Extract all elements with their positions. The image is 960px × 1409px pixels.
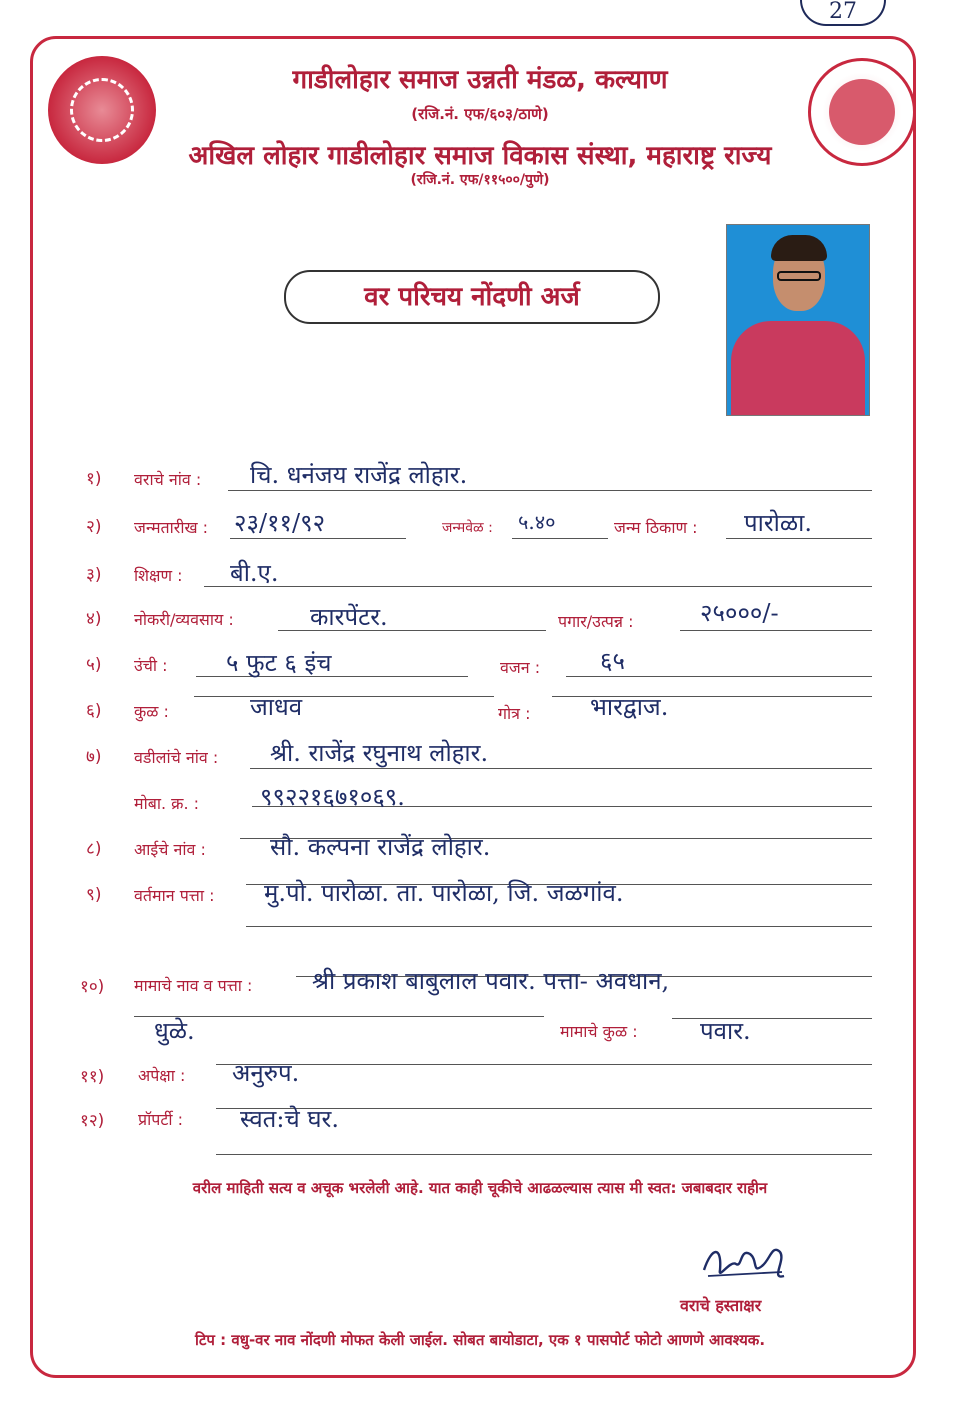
maternal-uncle-address-cont: धुळे. [154, 1017, 195, 1045]
birth-time-label: जन्मवेळ : [442, 520, 493, 536]
organization-name-1: गाडीलोहार समाज उन्नती मंडळ, कल्याण [292, 65, 668, 95]
height-label: उंची : [134, 656, 168, 675]
fill-line [216, 1154, 872, 1155]
fill-line [204, 586, 872, 587]
organization-name-2: अखिल लोहार गाडीलोहार समाज विकास संस्था, महाराष्ट्र राज्य [188, 141, 772, 171]
field-number: २) [86, 517, 102, 537]
address-value: मु.पो. पारोळा. ता. पारोळा, जि. जळगांव. [264, 879, 624, 907]
field-number: ४) [86, 609, 102, 629]
birth-place-value: पारोळा. [744, 509, 812, 537]
mobile-label: मोबा. क्र. : [134, 794, 200, 813]
occupation-value: कारपेंटर. [310, 603, 388, 631]
signature-label: वराचे हस्ताक्षर [680, 1296, 762, 1315]
clan-value: जाधव [250, 693, 303, 721]
fill-line [194, 696, 494, 697]
education-label: शिक्षण : [134, 566, 183, 585]
mobile-value: ९९२२१६७१०६९. [260, 783, 405, 811]
groom-name-label: वराचे नांव : [134, 470, 202, 489]
gotra-label: गोत्र : [498, 704, 531, 723]
expectation-value: अनुरुप. [232, 1059, 300, 1087]
passport-photo [726, 224, 870, 416]
maternal-clan-label: मामाचे कुळ : [560, 1022, 638, 1041]
property-label: प्रॉपर्टी : [138, 1110, 184, 1129]
groom-signature [700, 1240, 790, 1291]
income-value: २५०००/- [700, 599, 779, 627]
field-number: ८) [86, 839, 102, 859]
father-name-label: वडीलांचे नांव : [134, 748, 219, 767]
mother-name-label: आईचे नांव : [134, 840, 206, 859]
birth-time-value: ५.४० [518, 510, 556, 534]
field-number: ११) [80, 1067, 105, 1087]
maternal-uncle-label: मामाचे नाव व पत्ता : [134, 976, 253, 995]
father-name-value: श्री. राजेंद्र रघुनाथ लोहार. [270, 739, 489, 767]
form-title: वर परिचय नोंदणी अर्ज [284, 270, 660, 324]
property-value: स्वत:चे घर. [240, 1105, 339, 1133]
occupation-label: नोकरी/व्यवसाय : [134, 610, 234, 629]
declaration-text: वरील माहिती सत्य व अचूक भरलेली आहे. यात काही चूकीचे आढळल्यास त्यास मी स्वत: जबाबदार राहीन [192, 1179, 768, 1197]
field-number: ६) [86, 701, 102, 721]
expectation-label: अपेक्षा : [138, 1066, 186, 1085]
maternal-clan-value: पवार. [700, 1017, 751, 1045]
tip-note: टिप : वधु-वर नाव नोंदणी मोफत केली जाईल. सोबत बायोडाटा, एक १ पासपोर्ट फोटो आणणे आवश्यक. [194, 1331, 766, 1349]
field-number: १२) [80, 1111, 105, 1131]
registration-1: (रजि.नं. एफ/६०३/ठाणे) [411, 105, 549, 123]
clan-label: कुळ : [134, 702, 169, 721]
weight-value: ६५ [600, 647, 625, 675]
weight-label: वजन : [500, 658, 541, 677]
height-value: ५ फुट ६ इंच [226, 649, 332, 677]
birth-date-value: २३/११/९२ [234, 509, 326, 537]
field-number: ९) [86, 885, 102, 905]
field-number: ५) [86, 655, 102, 675]
fill-line [680, 630, 872, 631]
education-value: बी.ए. [230, 559, 279, 587]
fill-line [134, 1016, 544, 1017]
groom-name-value: चि. धनंजय राजेंद्र लोहार. [250, 461, 468, 489]
field-number: १) [86, 469, 102, 489]
mother-name-value: सौ. कल्पना राजेंद्र लोहार. [270, 833, 491, 861]
fill-line [512, 538, 608, 539]
maternal-uncle-value: श्री प्रकाश बाबुलाल पवार. पत्ता- अवधान, [312, 967, 670, 995]
page-number: 27 [800, 0, 886, 26]
gotra-value: भारद्वाज. [590, 693, 669, 721]
birth-place-label: जन्म ठिकाण : [614, 518, 698, 537]
birth-date-label: जन्मतारीख : [134, 518, 209, 537]
income-label: पगार/उत्पन्न : [558, 612, 634, 631]
field-number: १०) [80, 977, 105, 997]
field-number: ७) [86, 747, 102, 767]
address-label: वर्तमान पत्ता : [134, 886, 215, 905]
field-number: ३) [86, 565, 102, 585]
fill-line [246, 926, 872, 927]
registration-2: (रजि.नं. एफ/११५००/पुणे) [410, 172, 550, 188]
fill-line [216, 1064, 872, 1065]
